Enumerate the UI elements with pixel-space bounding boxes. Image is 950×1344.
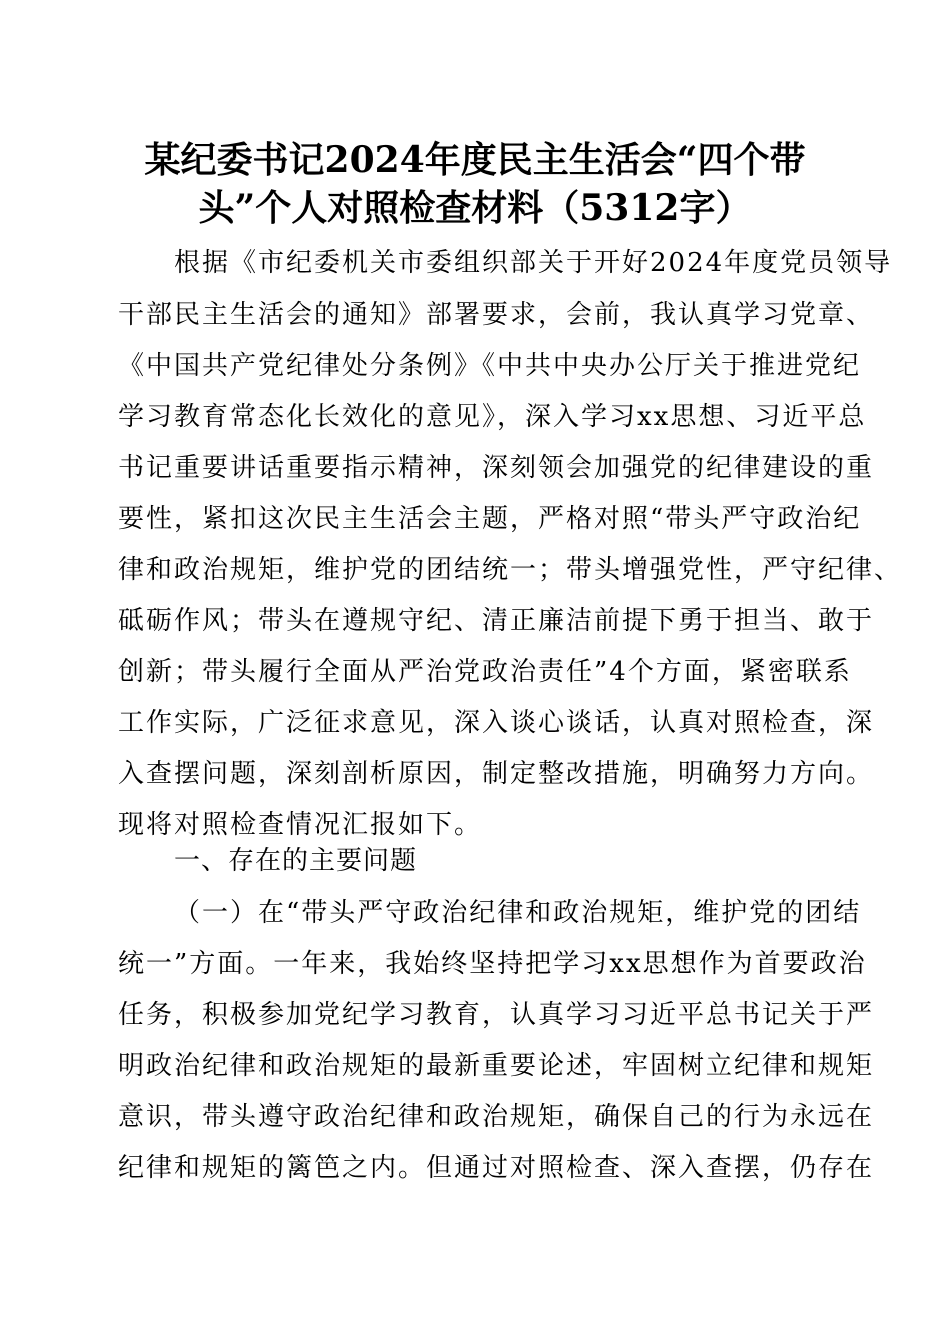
section-line: 统一”方面。一年来，我始终坚持把学习xx思想作为首要政治 (118, 949, 867, 979)
document-title-line-2: 头”个人对照检查材料（5312字） (198, 187, 752, 229)
intro-line: 入查摆问题，深刻剖析原因，制定整改措施，明确努力方向。 (118, 759, 875, 789)
section-line: （一）在“带头严守政治纪律和政治规矩，维护党的团结 (174, 898, 862, 928)
section-line: 意识，带头遵守政治纪律和政治规矩，确保自己的行为永远在 (118, 1102, 875, 1132)
intro-line: 工作实际，广泛征求意见，深入谈心谈话，认真对照检查，深 (118, 708, 875, 738)
intro-line: 律和政治规矩，维护党的团结统一；带头增强党性，严守纪律、 (118, 555, 903, 585)
section-line: 纪律和规矩的篱笆之内。但通过对照检查、深入查摆，仍存在 (118, 1153, 875, 1183)
intro-line: 干部民主生活会的通知》部署要求，会前，我认真学习党章、 (118, 300, 875, 330)
intro-line: 《中国共产党纪律处分条例》《中共中央办公厅关于推进党纪 (118, 351, 862, 381)
intro-line: 砥砺作风；带头在遵规守纪、清正廉洁前提下勇于担当、敢于 (118, 606, 875, 636)
intro-line: 现将对照检查情况汇报如下。 (118, 810, 483, 840)
section-heading: 一、存在的主要问题 (174, 846, 418, 876)
intro-line: 要性，紧扣这次民主生活会主题，严格对照“带头严守政治纪 (118, 504, 862, 534)
intro-line: 根据《市纪委机关市委组织部关于开好2024年度党员领导 (174, 248, 893, 278)
intro-line: 学习教育常态化长效化的意见》，深入学习xx思想、习近平总 (118, 402, 867, 432)
section-line: 任务，积极参加党纪学习教育，认真学习习近平总书记关于严 (118, 1000, 875, 1030)
section-line: 明政治纪律和政治规矩的最新重要论述，牢固树立纪律和规矩 (118, 1051, 875, 1081)
document-title-line-1: 某纪委书记2024年度民主生活会“四个带 (144, 139, 806, 181)
intro-line: 创新；带头履行全面从严治党政治责任”4个方面，紧密联系 (118, 657, 852, 687)
intro-line: 书记重要讲话重要指示精神，深刻领会加强党的纪律建设的重 (118, 453, 875, 483)
